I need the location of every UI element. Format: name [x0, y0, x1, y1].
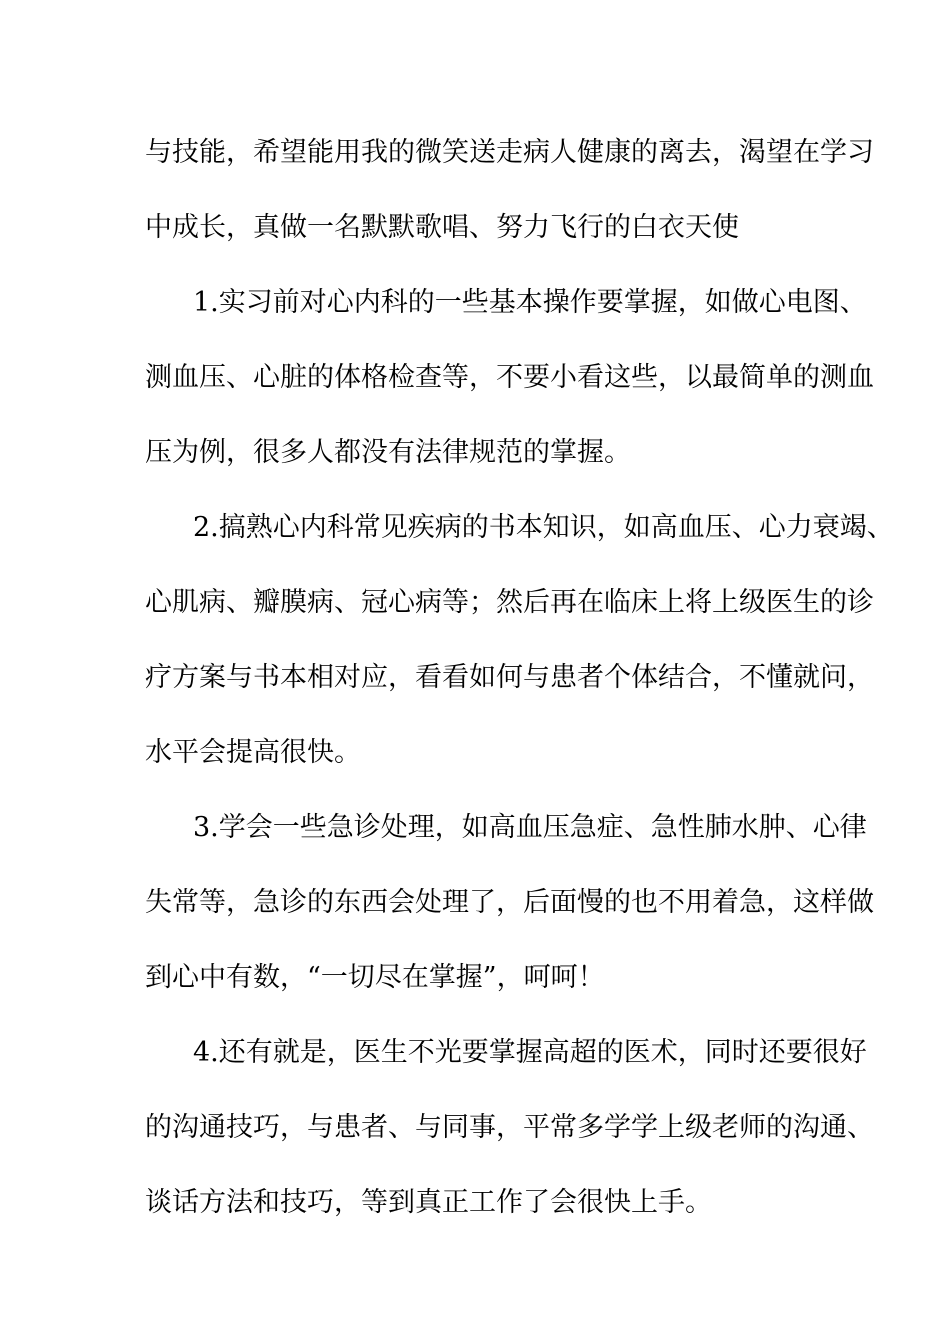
text-line: 与技能，希望能用我的微笑送走病人健康的离去，渴望在学习 — [145, 137, 874, 168]
text-line: 中成长，真做一名默默歌唱、努力飞行的白衣天使 — [145, 212, 739, 243]
text-line: 疗方案与书本相对应，看看如何与患者个体结合，不懂就问， — [145, 662, 874, 693]
text-line: 4.还有就是，医生不光要掌握高超的医术，同时还要很好 — [193, 1037, 867, 1068]
text-line: 测血压、心脏的体格检查等，不要小看这些，以最简单的测血 — [145, 362, 874, 393]
text-line: 3.学会一些急诊处理，如高血压急症、急性肺水肿、心律 — [193, 812, 867, 843]
text-line: 失常等，急诊的东西会处理了，后面慢的也不用着急，这样做 — [145, 887, 874, 918]
text-line: 水平会提高很快。 — [145, 737, 361, 768]
text-line: 到心中有数，“一切尽在掌握”，呵呵！ — [145, 962, 605, 993]
text-line: 1.实习前对心内科的一些基本操作要掌握，如做心电图、 — [193, 287, 867, 318]
text-line: 压为例，很多人都没有法律规范的掌握。 — [145, 437, 631, 468]
text-line: 心肌病、瓣膜病、冠心病等；然后再在临床上将上级医生的诊 — [145, 587, 874, 618]
text-line: 的沟通技巧，与患者、与同事，平常多学学上级老师的沟通、 — [145, 1112, 874, 1143]
text-line: 2.搞熟心内科常见疾病的书本知识，如高血压、心力衰竭、 — [193, 512, 894, 543]
text-line: 谈话方法和技巧，等到真正工作了会很快上手。 — [145, 1187, 712, 1218]
